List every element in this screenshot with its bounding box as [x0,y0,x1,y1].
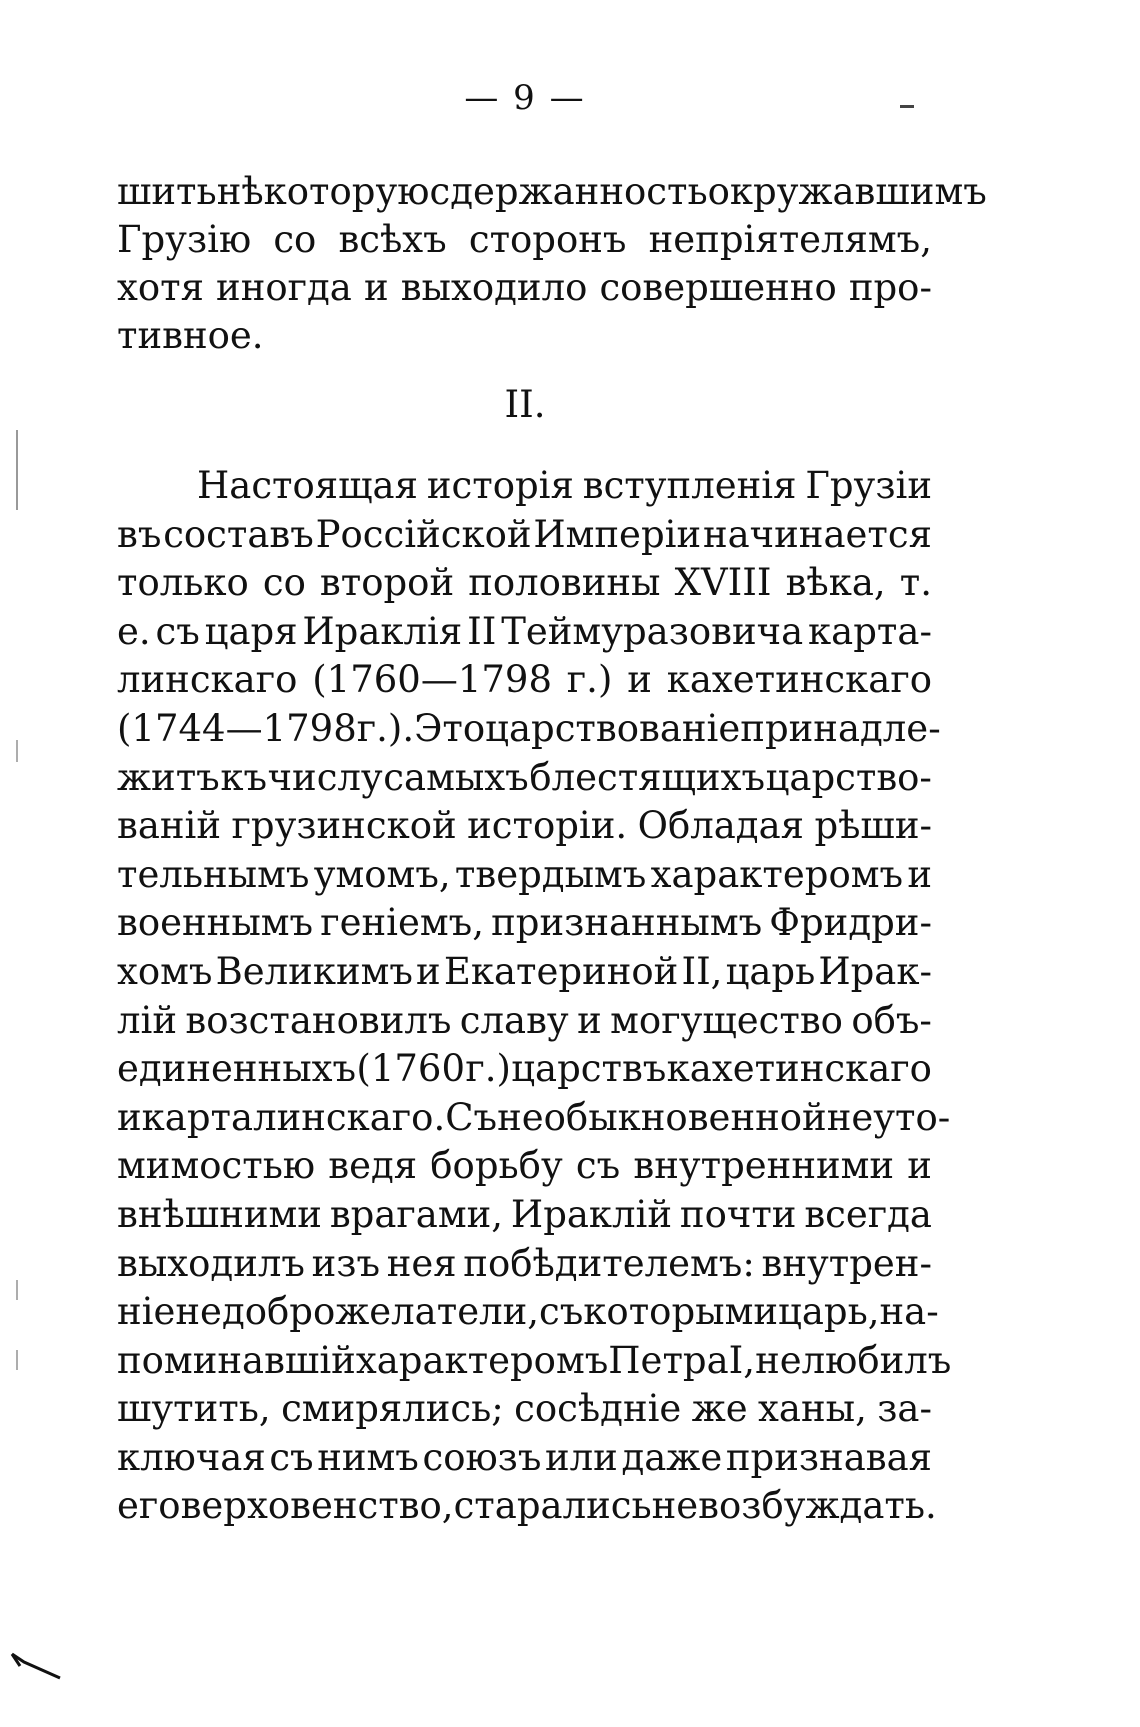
word: и [416,949,441,993]
word: со [262,561,306,605]
word: съ [155,609,200,653]
word: XVIII [674,561,772,605]
word: врагами, [329,1192,504,1236]
word: ваній [117,804,222,848]
word: даже [621,1435,723,1479]
word: и [577,998,602,1042]
word: союзъ [422,1435,542,1479]
word: всегда [804,1192,932,1236]
word: выходилъ [117,1241,305,1285]
word: начинается [702,512,932,556]
word: хотя [117,266,204,309]
word: ханы, [758,1387,867,1431]
word: Екатериной [443,949,679,993]
scan-artifact-mark [16,740,18,762]
word: побѣдителемъ: [463,1241,755,1285]
word: характеромъ [355,1338,609,1382]
text-line [117,264,932,312]
word: военнымъ [117,901,314,945]
word: твердымъ [454,852,647,896]
word: про- [848,266,932,309]
word: Настоящая [197,464,418,507]
word: ніе [117,1290,176,1334]
text-line [117,802,932,851]
word: сдержанность [429,170,708,213]
text-line [117,608,932,657]
word: нея [386,1241,457,1285]
word: къ [220,755,267,799]
word: царя [204,609,298,653]
word: непріятелямъ, [648,218,932,261]
word: внутренними [633,1144,895,1188]
word: со [273,218,317,261]
scan-artifact-mark [16,1350,18,1370]
text-line [117,1094,951,1143]
word: верховенство, [180,1484,454,1528]
word: Обладая [637,804,804,848]
word: Имперіи [533,512,702,556]
word: и [363,266,389,309]
word: вступленія [582,464,797,507]
word: не [755,1338,802,1382]
word: борьбу [430,1144,563,1188]
pencil-mark-icon [10,1650,62,1680]
word: необыкновенной [497,1095,827,1139]
word: Петра [608,1338,729,1382]
word: Ирак- [818,949,932,993]
word: рѣши- [814,804,932,848]
word: (1760—1798 [312,658,552,702]
word: второй [319,561,455,605]
word: лій [117,998,177,1042]
word: и [907,1144,932,1188]
word: почти [679,1192,797,1236]
word: признаннымъ [491,901,763,945]
text-line [117,1191,932,1240]
word: характеромъ [650,852,904,896]
scan-artifact-mark [16,1280,18,1300]
word: возбуждать. [698,1484,937,1528]
word: которыми [583,1290,779,1334]
word: Россійской [315,512,532,556]
word: сторонъ [468,218,627,261]
word: блестящихъ [529,755,765,799]
paragraph-1 [117,168,987,360]
word: тельнымъ [117,852,310,896]
scan-artifact-mark [16,430,18,510]
text-line [117,705,941,754]
word: съ [539,1290,584,1334]
word: объ- [851,998,932,1042]
word: недоброжелатели, [175,1290,540,1334]
word: половины [468,561,661,605]
text-line [117,899,932,948]
word: внѣшними [117,1192,322,1236]
word: Грузію [117,218,252,261]
word: и [907,852,932,896]
word: (1744—1798 [117,706,357,750]
text-line [117,1385,932,1434]
text-line [117,462,932,511]
word: старались [453,1484,652,1528]
word: г.) [465,1047,511,1091]
word: линскаго [117,658,298,702]
word: шить [117,170,217,213]
word: славу [459,998,569,1042]
text-line [117,1045,932,1094]
line-text: тивное. [117,314,264,357]
word: признавая [725,1435,932,1479]
word: царство- [765,755,932,799]
text-line [117,1240,932,1289]
word: принадле- [740,706,941,750]
word: единенныхъ [117,1047,357,1091]
text-line [117,511,932,560]
word: составъ [163,512,314,556]
text-line [117,1288,939,1337]
text-line [117,312,932,360]
word: Фридри- [769,901,932,945]
word: царь [725,949,816,993]
word: исторіи. [467,804,628,848]
word: и [627,658,652,702]
word: самыхъ [383,755,529,799]
word: Теймуразовича [501,609,804,653]
word: царь, [778,1290,880,1334]
word: внутрен- [761,1241,932,1285]
word: окружавшимъ [707,170,987,213]
word: же [691,1387,748,1431]
page-number: — 9 — [464,78,586,118]
word: умомъ, [313,852,451,896]
word: возстановилъ [185,998,452,1042]
word: выходило [400,266,588,309]
word: числу [267,755,383,799]
word: мимостью [117,1144,316,1188]
word: любилъ [801,1338,952,1382]
word: Грузіи [805,464,932,507]
word: ключая [117,1435,266,1479]
word: всѣхъ [338,218,447,261]
word: царствованіе [485,706,741,750]
word: исторія [426,464,574,507]
word: нѣкоторую [216,170,430,213]
word: за- [877,1387,932,1431]
word: нимъ [317,1435,419,1479]
text-line [117,1337,952,1386]
word: только [117,561,249,605]
text-line [117,1142,932,1191]
scan-dash-mark [900,105,914,108]
word: или [545,1435,618,1479]
word: карта- [808,609,932,653]
word: кахетинскаго [666,1047,932,1091]
word: могущество [610,998,843,1042]
word: съ [575,1144,621,1188]
text-line [117,168,987,216]
word: иногда [216,266,352,309]
text-line [117,656,932,705]
word: его [117,1484,181,1528]
text-line [117,997,932,1046]
text-line [117,559,932,608]
word: Это [414,706,486,750]
word: Великимъ [215,949,413,993]
word: грузинской [231,804,457,848]
word: Ираклія [302,609,463,653]
word: ведя [328,1144,418,1188]
word: I, [728,1338,756,1382]
text-line [117,1482,937,1531]
word: II, [681,949,723,993]
word: смирялись; [281,1387,504,1431]
word: кахетинскаго [666,658,932,702]
word: не [651,1484,699,1528]
word: шутить, [117,1387,271,1431]
paragraph-2 [117,462,952,1531]
section-heading: II. [504,383,546,426]
text-line [117,216,932,264]
word: неуто- [826,1095,951,1139]
word: совершенно [599,266,837,309]
word: г.). [356,706,415,750]
word: въ [117,512,162,556]
word: поминавшій [117,1338,356,1382]
text-line [117,948,932,997]
word: Съ [445,1095,498,1139]
word: (1760 [356,1047,465,1091]
word: сосѣдніе [514,1387,682,1431]
word: царствъ [511,1047,667,1091]
word: Ираклій [510,1192,673,1236]
word: II [467,609,497,653]
word: т. [899,561,932,605]
word: изъ [311,1241,380,1285]
text-line [117,851,932,900]
word: хомъ [117,949,213,993]
word: г.) [566,658,613,702]
word: на- [879,1290,939,1334]
text-line [117,1434,932,1483]
word: карталинскаго. [141,1095,446,1139]
word: и [117,1095,142,1139]
text-line [117,754,932,803]
word: съ [269,1435,314,1479]
word: вѣка, [785,561,886,605]
word: е. [117,609,151,653]
word: житъ [117,755,220,799]
word: геніемъ, [320,901,484,945]
